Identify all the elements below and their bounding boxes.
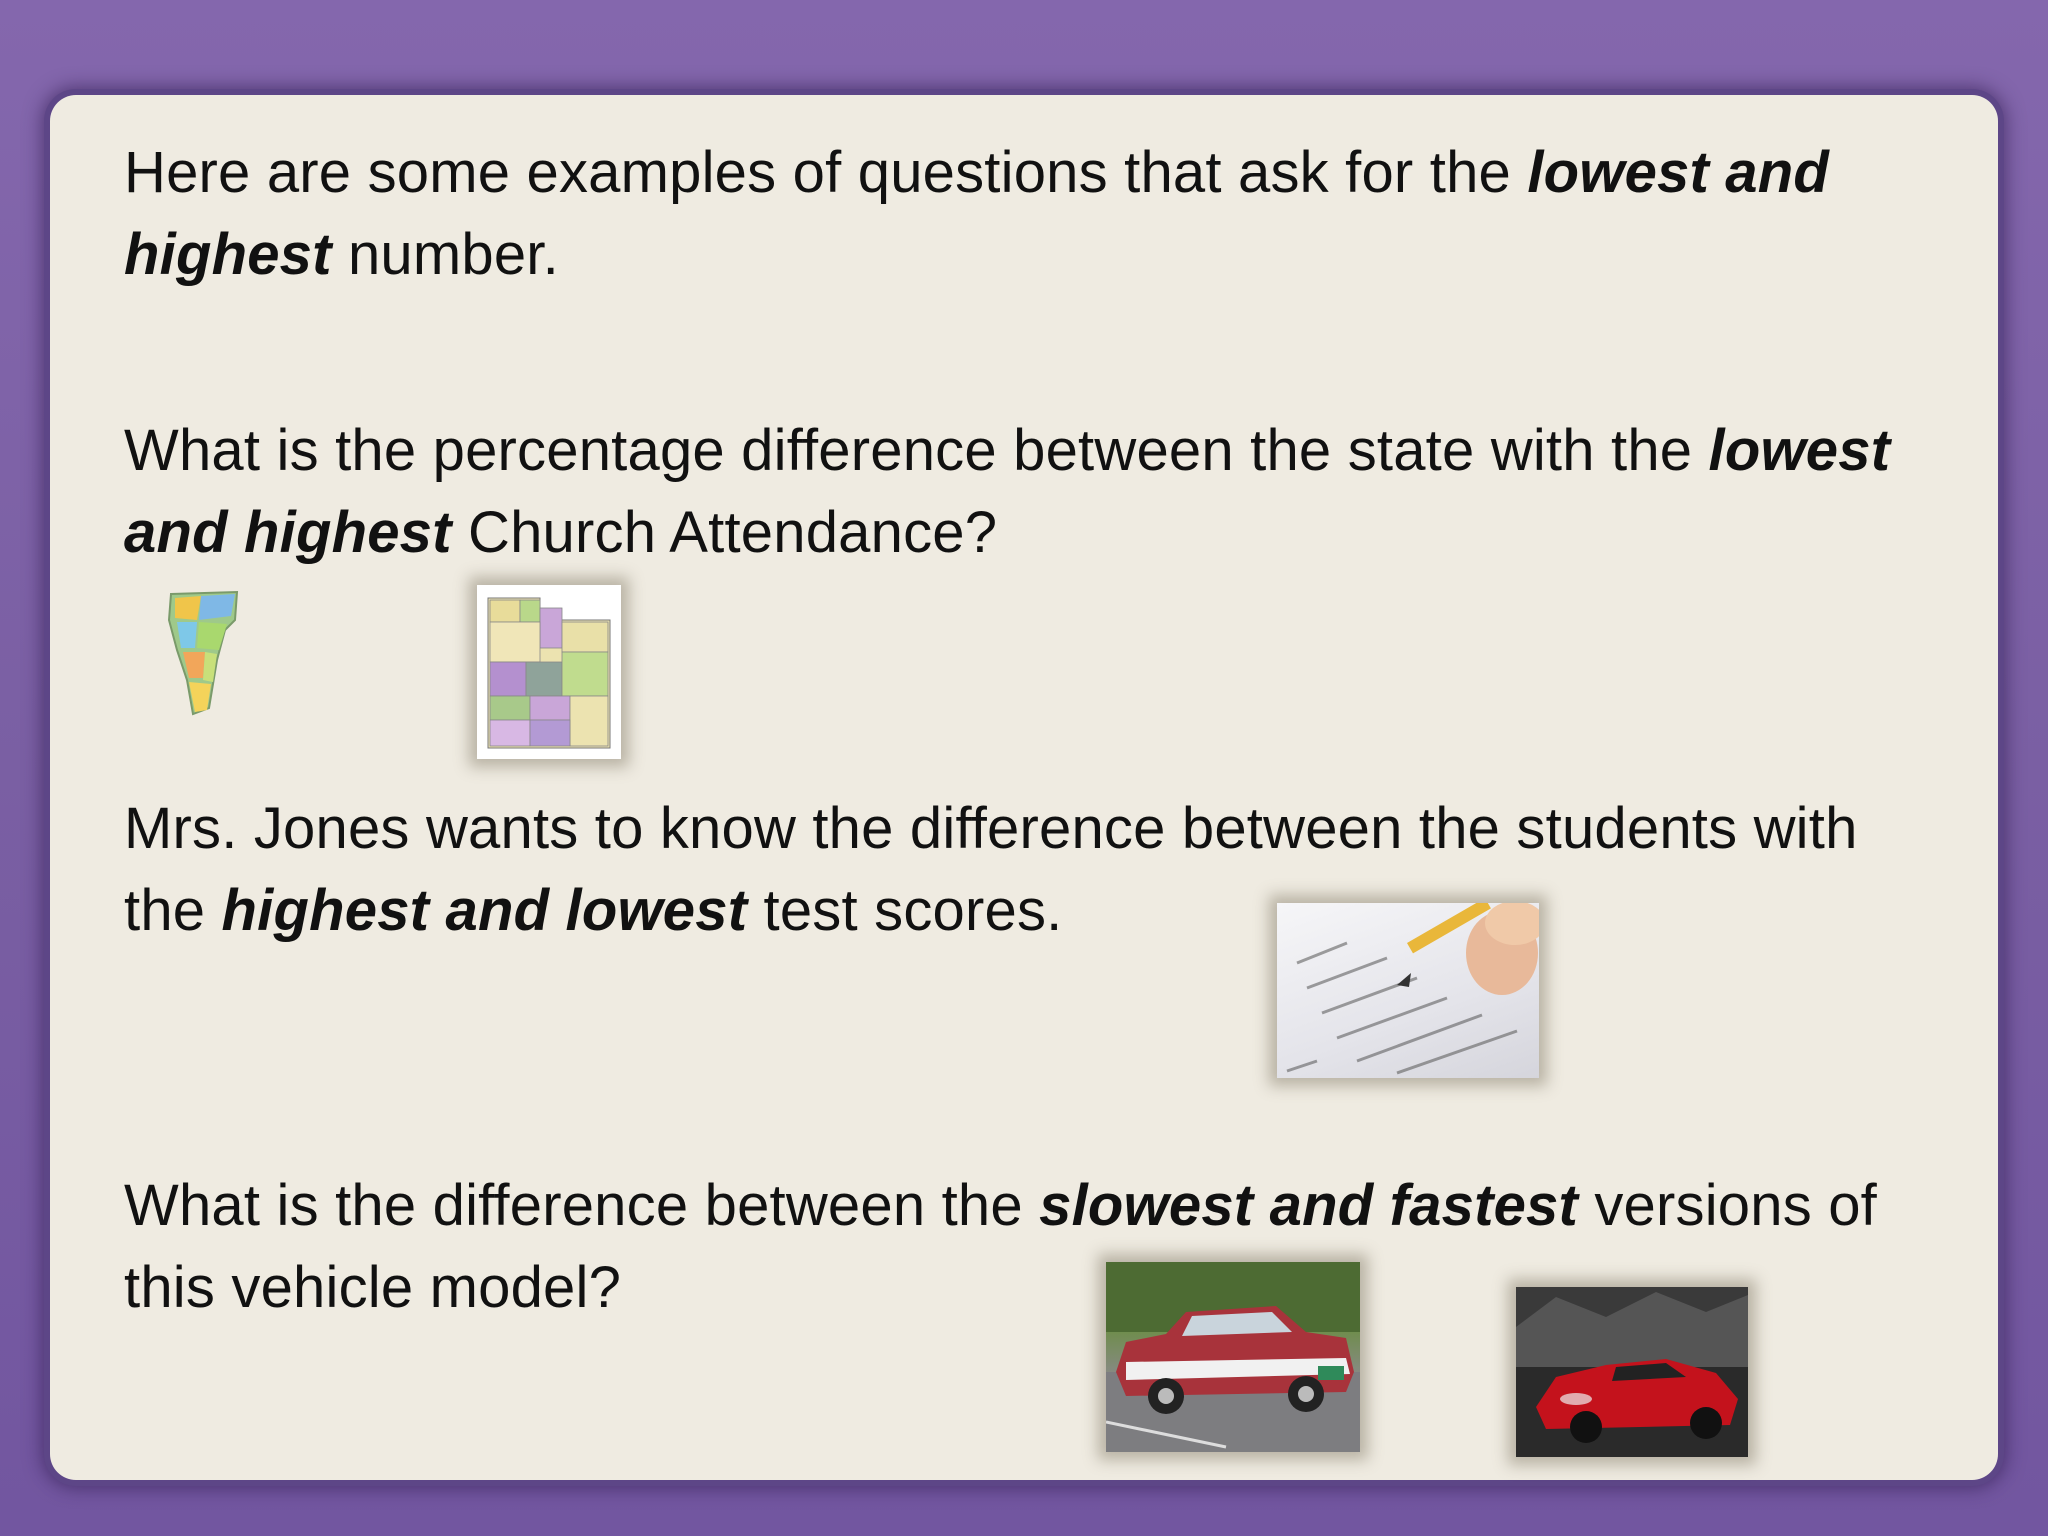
- classic-red-sedan-icon: [1106, 1262, 1360, 1452]
- modern-red-sports-car-icon: [1516, 1287, 1748, 1457]
- p3-text-1: Mrs. Jones wants to know the difference between the students with the: [124, 796, 1858, 943]
- p2-text-2: Church Attendance?: [451, 500, 998, 565]
- modern-car-image: [1516, 1287, 1748, 1457]
- test-paper-pencil-icon: [1277, 903, 1539, 1078]
- p4-emphasis: slowest and fastest: [1039, 1173, 1579, 1238]
- vermont-map-image: [165, 590, 243, 718]
- p1-emphasis: lowest and highest: [124, 140, 1830, 287]
- p4-text-2: versions of this vehicle model?: [124, 1173, 1877, 1320]
- p2-text-1: What is the percentage difference between the state with the: [124, 418, 1709, 483]
- p1-text-2: number.: [331, 222, 559, 287]
- p4-text-1: What is the difference between the: [124, 1173, 1040, 1238]
- p2-emphasis: lowest and highest: [124, 418, 1891, 565]
- p1-text-1: Here are some examples of questions that ask for the: [124, 140, 1528, 205]
- p3-emphasis: highest and lowest: [221, 878, 748, 943]
- classic-car-image: [1106, 1262, 1360, 1452]
- utah-map-icon: [480, 588, 618, 756]
- test-scores-question: [124, 788, 1944, 952]
- utah-map-image: [477, 585, 621, 759]
- church-attendance-question: [124, 410, 1944, 574]
- intro-paragraph: [124, 132, 1944, 296]
- test-paper-image: [1277, 903, 1539, 1078]
- vermont-map-icon: [165, 590, 243, 718]
- p3-text-2: test scores.: [747, 878, 1063, 943]
